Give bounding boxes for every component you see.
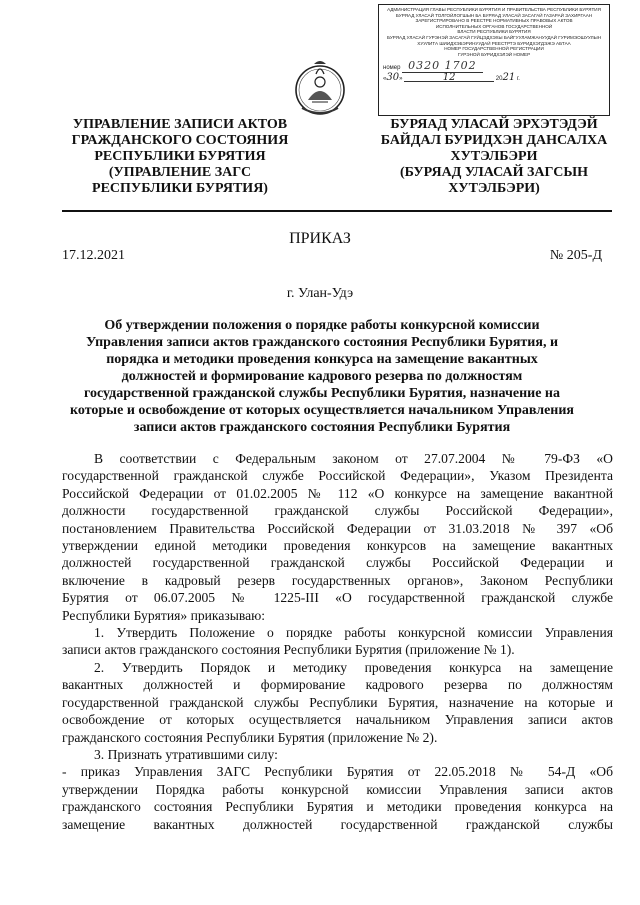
stamp-line: ГУРЭНОЙ БУРИДХЭЛЭЙ НОМЕР [457,51,531,57]
doc-number: № 205-Д [549,248,602,263]
item-2: 2. Утвердить Порядок и методику проведения конкурса на замещение вакантных должностей и формирование кадрового резерва по должностям государственной гражданской службы Республики Бурятия, назначение на которые и освобождение от которых осуществляется начальником Управления записи актов гражданского состояния Республики Бурятия (приложение № 2). [62,659,613,745]
coat-of-arms-icon [294,56,346,118]
doc-subject: Об утверждении положения о порядке работы конкурсной комиссии Управления записи актов гражданского состояния Республики Бурятия, и порядка и методики проведения конкурса на замещение вакантных должностей и формирование кадрового резерва по должностям государственной гражданской службы Республики Бурятия, назначение на которые и освобождение от которых осуществляется начальником Управления записи актов гражданского состояния Республики Бурятия [70,318,574,435]
doc-city: г. Улан-Удэ [286,286,354,301]
item-3-sub: - приказ Управления ЗАГС Республики Бурятия от 22.05.2018 № 54-Д «Об утверждении Порядка работы конкурсной комиссии Управления записи актов гражданского состояния Республики Бурятия и методики проведения конкурса на замещение вакантных должностей государственной гражданской службы [62,764,613,832]
stamp-date: «30» 12 2021 г. [383,71,520,83]
header-left-ru: УПРАВЛЕНИЕ ЗАПИСИ АКТОВ ГРАЖДАНСКОГО СОСТОЯНИЯ РЕСПУБЛИКИ БУРЯТИЯ (УПРАВЛЕНИЕ ЗАГС РЕСПУБЛИКИ БУРЯТИЯ) [71,117,289,196]
item-1: 1. Утвердить Положение о порядке работы конкурсной комиссии Управления записи актов гражданского состояния Республики Бурятия (приложение № 1). [62,625,613,658]
registration-stamp [378,4,610,116]
stamp-line: ИСПОЛНИТЕЛЬНЫХ ОРГАНОВ ГОСУДАРСТВЕННОЙ [435,23,553,29]
stamp-line: БУРЯАД УЛАСАЙ ГУРЭНЭЙ ЗАСАГАЙ ГУЙЦЭДХЭХЫ БАЙГУУЛАМЖАНУУДАЙ ГУРИМЭОШУУЛЫН [386,34,602,40]
doc-date: 17.12.2021 [62,248,125,263]
stamp-line: ХУУЛИТА ШИИДХЭБЭРИНУУДАЙ РЕЕСТРТЭ БУРИДХЭГДЭЖЭ АБТАА [417,40,571,46]
header-right-bua: БУРЯАД УЛАСАЙ ЭРХЭТЭДЭЙ БАЙДАЛ БУРИДХЭН ДАНСАЛХА ХУТЭЛБЭРИ (БУРЯАД УЛАСАЙ ЗАГСЫН ХУТЭЛБЭРИ) [380,117,608,196]
item-3: 3. Признать утратившими силу: [94,746,278,762]
stamp-registration-number: номер 0320 1702 [383,63,605,72]
stamp-line: БУРЯАД УЛАСАЙ ТОЛГОЙЛОГШЫН БА БУРЯАД УЛАСАЙ ЗАСАГАЙ ГАЗАРАЙ ЗАХИРГААН [395,12,593,18]
header-divider [62,210,612,212]
handwritten-reg-number: 0320 1702 [402,59,483,73]
stamp-line: ВЛАСТИ РЕСПУБЛИКИ БУРЯТИЯ [457,29,531,35]
doc-body [62,450,613,833]
preamble-paragraph: В соответствии с Федеральным законом от 27.07.2004 № 79-ФЗ «О государственной гражданской службе Российской Федерации», Указом Президента Российской Федерации от 01.02.2005 № 112 «О конкурсе на замещение вакантной должности государственной гражданской службы Российской Федерации», постановлением Правительства Российской Федерации от 31.03.2018 № 397 «Об утверждении единой методики проведения конкурсов на замещение вакантных должностей государственной гражданской службы Российской Федерации и включение в кадровый резерв государственных органов», Законом Республики Бурятия от 06.07.2005 № 1225-III «О государственной гражданской службе Республики Бурятия» приказываю: [62,451,613,623]
stamp-line: АДМИНИСТРАЦИЯ ГЛАВЫ РЕСПУБЛИКИ БУРЯТИЯ И ПРАВИТЕЛЬСТВА РЕСПУБЛИКИ БУРЯТИЯ [387,7,601,12]
stamp-line: ЗАРЕГИСТРИРОВАНО В РЕЕСТРЕ НОРМАТИВНЫХ ПРАВОВЫХ АКТОВ [415,18,573,24]
doc-title: ПРИКАЗ [289,230,351,247]
stamp-line: НОМЕР ГОСУДАРСТВЕННОЙ РЕГИСТРАЦИИ [444,46,544,52]
